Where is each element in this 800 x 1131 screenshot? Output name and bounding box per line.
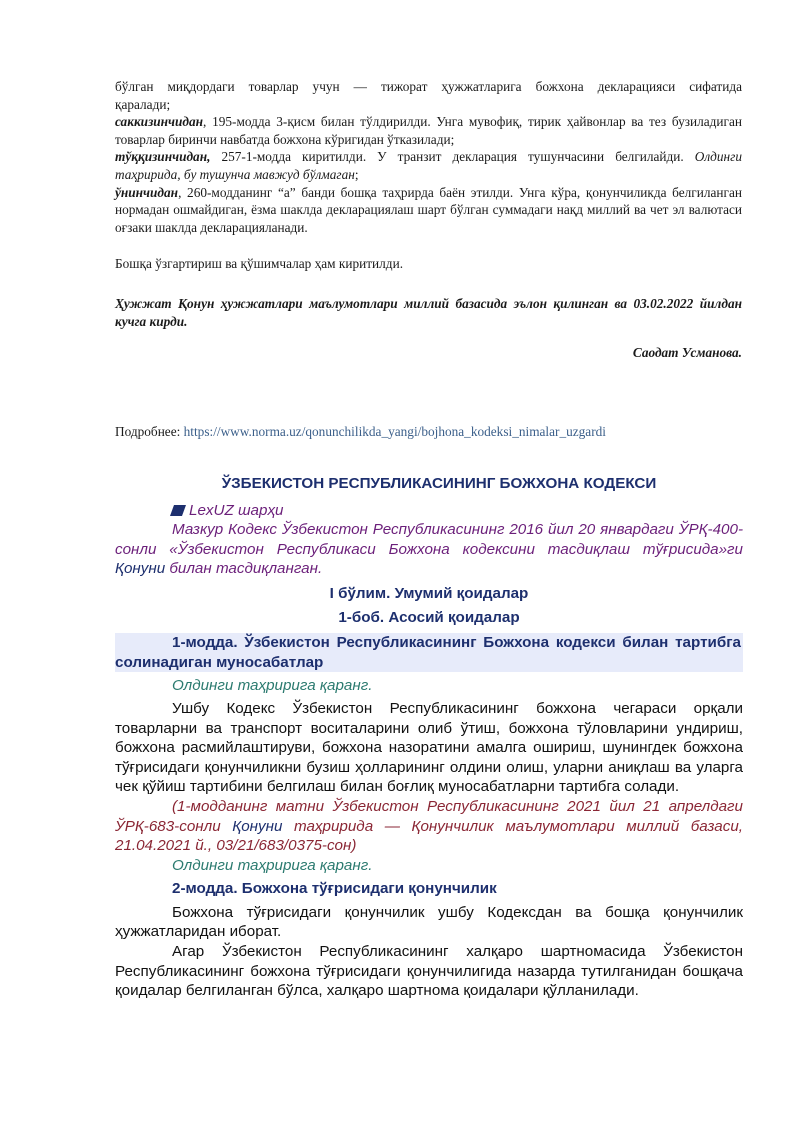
item-text: , 195-модда 3-қисм билан тўлдирилди. Унга мувофиқ, тирик ҳайвонлар ва тез бузиладиган товарлар биринчи навбатда божхона кўригидан ўтказилади; bbox=[115, 114, 742, 147]
source-link[interactable]: https://www.norma.uz/qonunchilikda_yangi/bojhona_kodeksi_nimalar_uzgardi bbox=[183, 424, 606, 439]
article-2-paragraph: Божхона тўғрисидаги қонунчилик ушбу Кодексдан ва бошқа қонунчилик ҳужжатларидан иборат. bbox=[115, 903, 743, 941]
previous-edition-link[interactable]: Олдинги таҳририга қаранг. bbox=[172, 856, 373, 874]
customs-code-section bbox=[115, 474, 743, 1001]
law-link[interactable]: Қонуни bbox=[232, 817, 283, 835]
more-info bbox=[115, 424, 606, 440]
item-note: Олдинги таҳририда, бу тушунча мавжуд бўлмаган bbox=[115, 149, 742, 182]
item-label: ўнинчидан bbox=[115, 184, 179, 200]
item-text: ; bbox=[354, 166, 359, 182]
approval-text: Мазкур Кодекс Ўзбекистон Республикасининг 2016 йил 20 январдаги ЎРҚ-400-сонли «Ўзбекистон Республикаси Божхона кодексини тасдиқлаш тўғрисида»ги bbox=[115, 521, 743, 558]
article-1-heading[interactable]: 1-модда. Ўзбекистон Республикасининг Божхона кодекси билан тартибга солинадиган муносабатлар bbox=[115, 634, 741, 671]
item-ninth bbox=[115, 148, 742, 183]
amendment-text: (1-модданинг матни Ўзбекистон Республикасининг 2021 йил 21 апрелдаги ЎРҚ-683-сонли bbox=[115, 797, 743, 835]
article-2-paragraph: Агар Ўзбекистон Республикасининг халқаро шартномасида Ўзбекистон Республикасининг божхона тўғрисидаги қонунчилигида назарда тутилганидан бошқача қоидалар белгиланган бўлса, халқаро шартнома қоидалари қўлланилади. bbox=[115, 943, 743, 1000]
lexuz-label: LexUZ шарҳи bbox=[189, 501, 284, 519]
item-label: саккизинчидан bbox=[115, 114, 204, 130]
text-line: бўлган миқдордаги товарлар учун — тижорат ҳужжатларига божхона декларацияси сифатида bbox=[115, 79, 742, 94]
item-text: , 260-модданинг “а” банди бошқа таҳрирда баён этилди. Унга кўра, қонунчиликда белгиланган нормадан ошмайдиган, ёзма шаклда декларациялаш шарт бўлган суммадаги нақд миллий ва чет эл валютаси оғзаки шаклда декларацияланади. bbox=[115, 184, 742, 235]
part-heading: I бўлим. Умумий қоидалар bbox=[329, 584, 529, 602]
lexuz-comment-link[interactable] bbox=[115, 501, 743, 521]
approval-note bbox=[115, 520, 743, 579]
final-note: Ҳужжат Қонун ҳужжатлари маълумотлари миллий базасида эълон қилинган ва 03.02.2022 йилдан кучга кирди. bbox=[115, 296, 742, 329]
lexuz-icon bbox=[170, 505, 186, 516]
amendment-note bbox=[115, 797, 743, 856]
item-label: тўққизинчидан, bbox=[115, 149, 211, 165]
item-text: 257-1-модда киритилди. У транзит декларация тушунчасини белгилайди. bbox=[210, 149, 695, 165]
law-link[interactable]: Қонуни bbox=[115, 560, 166, 578]
article-1-body: Ушбу Кодекс Ўзбекистон Республикасининг божхона чегараси орқали товарларни ва транспорт воситаларини олиб ўтиш, божхона тўловларини ундириш, божхона расмийлаштируви, божхона назоратини амалга ошириш, шунингдек божхона тўғрисидаги қонунчиликни бузиш ҳолларининг олдини олиш, уларни аниқлаш ва уларга чек қўйиш тартибини белгилаш билан боғлиқ муносабатларни тартибга солади. bbox=[115, 699, 743, 796]
chapter-heading: 1-боб. Асосий қоидалар bbox=[338, 608, 520, 626]
item-tenth bbox=[115, 184, 742, 237]
approval-text: билан тасдиқланган. bbox=[165, 560, 323, 578]
amendment-text: таҳририда — Қонунчилик маълумотлари миллий базаси, 21.04.2021 й., 03/21/683/0375-сон) bbox=[115, 817, 743, 855]
article-continuation bbox=[115, 78, 742, 236]
other-changes-text: Бошқа ўзгартириш ва қўшимчалар ҳам киритилди. bbox=[115, 256, 404, 271]
item-eighth bbox=[115, 113, 742, 148]
author-name: Саодат Усманова. bbox=[632, 345, 742, 360]
article-2-heading[interactable]: 2-модда. Божхона тўғрисидаги қонунчилик bbox=[172, 880, 497, 898]
previous-edition-link[interactable]: Олдинги таҳририга қаранг. bbox=[172, 677, 373, 695]
text-line: қаралади; bbox=[115, 96, 171, 112]
code-title: ЎЗБЕКИСТОН РЕСПУБЛИКАСИНИНГ БОЖХОНА КОДЕКСИ bbox=[221, 475, 657, 492]
more-label: Подробнее: bbox=[115, 424, 184, 439]
